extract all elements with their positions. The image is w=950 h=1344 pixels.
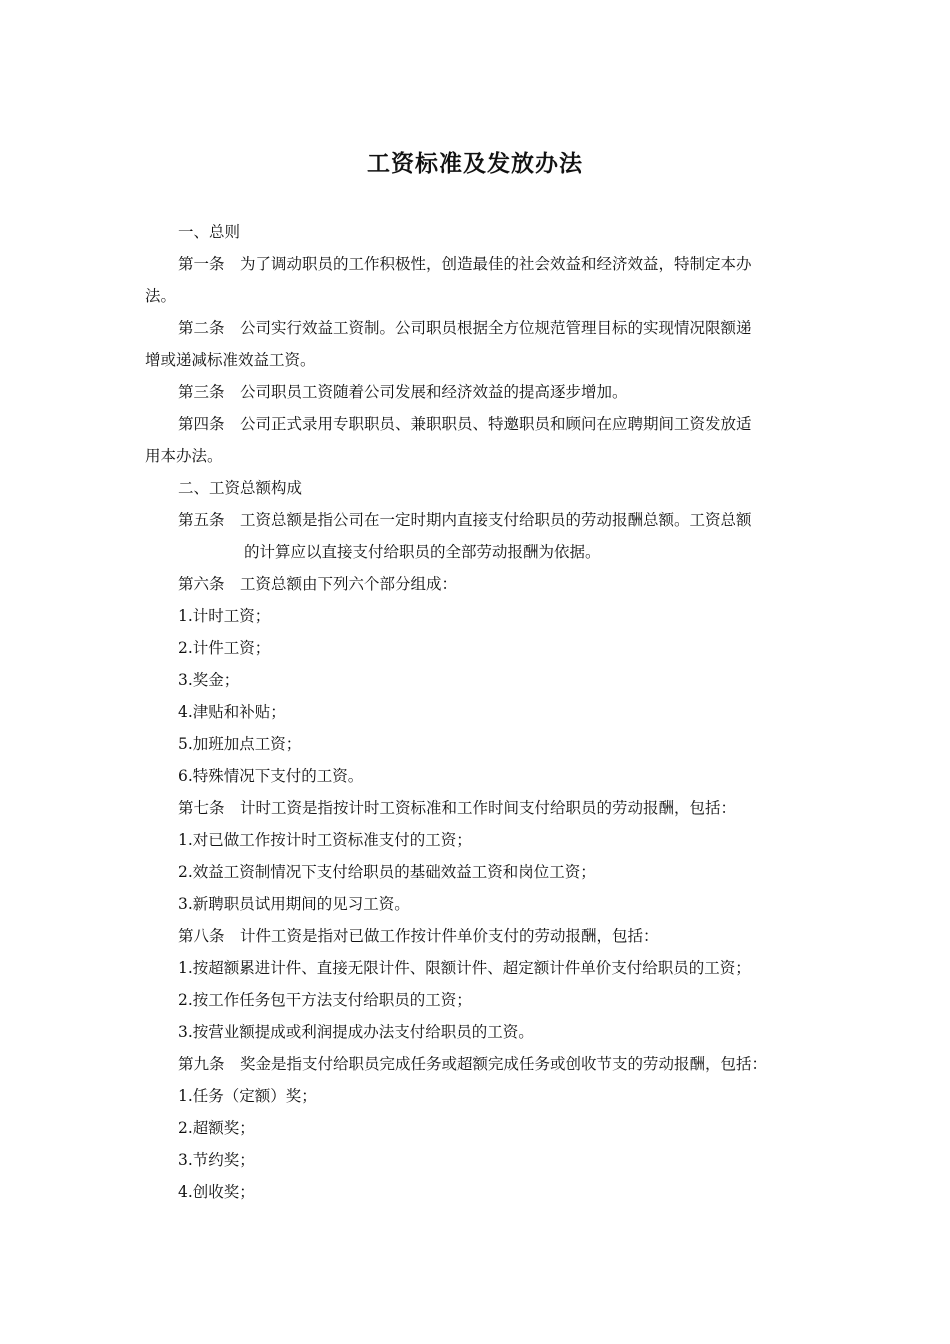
document-line: 用本办法。 [145,447,223,465]
document-line: 第四条 公司正式录用专职职员、兼职职员、特邀职员和顾问在应聘期间工资发放适 [178,415,752,433]
document-line: 第三条 公司职员工资随着公司发展和经济效益的提高逐步增加。 [178,383,628,401]
document-line: 2.超额奖； [178,1119,255,1137]
document-line: 1.对已做工作按计时工资标准支付的工资； [178,831,472,849]
document-line: 6.特殊情况下支付的工资。 [178,767,364,785]
document-line: 一、总则 [178,223,241,241]
document-line: 3.新聘职员试用期间的见习工资。 [178,895,410,913]
document-line: 第七条 计时工资是指按计时工资标准和工作时间支付给职员的劳动报酬，包括： [178,799,737,817]
document-line: 第九条 奖金是指支付给职员完成任务或超额完成任务或创收节支的劳动报酬，包括： [178,1055,768,1073]
document-line: 法。 [145,287,177,305]
document-line: 的计算应以直接支付给职员的全部劳动报酬为依据。 [244,543,601,561]
document-line: 3.奖金； [178,671,240,689]
document-line: 3.节约奖； [178,1151,255,1169]
document-line: 5.加班加点工资； [178,735,302,753]
document-line: 2.效益工资制情况下支付给职员的基础效益工资和岗位工资； [178,863,596,881]
document-line: 2.按工作任务包干方法支付给职员的工资； [178,991,472,1009]
document-line: 第二条 公司实行效益工资制。公司职员根据全方位规范管理目标的实现情况限额递 [178,319,752,337]
document-line: 第六条 工资总额由下列六个部分组成： [178,575,458,593]
document-line: 二、工资总额构成 [178,479,303,497]
document-line: 第八条 计件工资是指对已做工作按计件单价支付的劳动报酬，包括： [178,927,659,945]
document-body [145,216,805,1208]
document-line: 4.创收奖； [178,1183,255,1201]
document-line: 3.按营业额提成或利润提成办法支付给职员的工资。 [178,1023,534,1041]
document-line: 1.按超额累进计件、直接无限计件、限额计件、超定额计件单价支付给职员的工资； [178,959,751,977]
document-title: 工资标准及发放办法 [367,151,583,177]
document-line: 第一条 为了调动职员的工作积极性，创造最佳的社会效益和经济效益，特制定本办 [178,255,752,273]
document-line: 1.计时工资； [178,607,271,625]
document-line: 第五条 工资总额是指公司在一定时期内直接支付给职员的劳动报酬总额。工资总额 [178,511,752,529]
document-line: 4.津贴和补贴； [178,703,286,721]
document-line: 1.任务（定额）奖； [178,1087,317,1105]
document-line: 增或递减标准效益工资。 [145,351,316,369]
document-line: 2.计件工资； [178,639,271,657]
